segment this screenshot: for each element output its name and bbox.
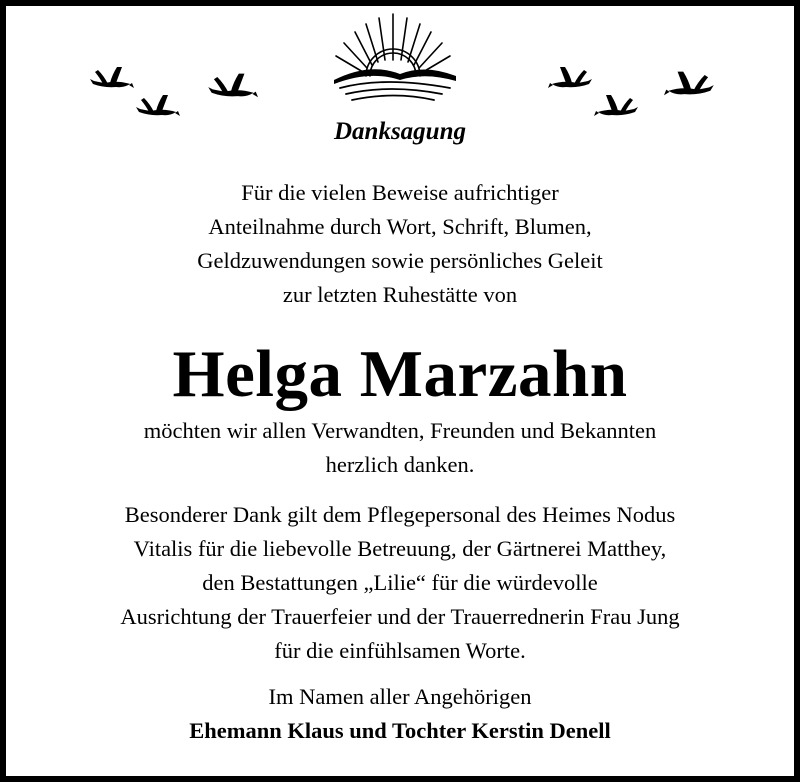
- special-thanks-line: Vitalis für die liebevolle Betreuung, der Gärtnerei Matthey,: [133, 536, 667, 561]
- sunset-icon: [330, 10, 460, 105]
- bird-icon: [548, 56, 594, 100]
- signature-names: Ehemann Klaus und Tochter Kerstin Denell: [189, 718, 611, 743]
- heading: Danksagung: [334, 118, 466, 145]
- intro-line: Für die vielen Beweise aufrichtiger: [241, 180, 559, 205]
- special-thanks-line: für die einfühlsamen Worte.: [274, 638, 526, 663]
- signature-intro: Im Namen aller Angehörigen: [268, 684, 532, 709]
- bird-icon: [206, 68, 258, 104]
- thanks-line: herzlich danken.: [325, 452, 475, 477]
- bird-icon: [664, 66, 716, 102]
- deceased-name: Helga Marzahn: [172, 337, 628, 411]
- special-thanks-line: Besonderer Dank gilt dem Pflegepersonal des Heimes Nodus: [124, 502, 676, 527]
- special-thanks-line: Ausrichtung der Trauerfeier und der Trauerrednerin Frau Jung: [120, 604, 680, 629]
- intro-line: Anteilnahme durch Wort, Schrift, Blumen,: [208, 214, 592, 239]
- special-thanks-line: den Bestattungen „Lilie“ für die würdevolle: [202, 570, 598, 595]
- intro-line: zur letzten Ruhestätte von: [282, 282, 518, 307]
- thanks-line: möchten wir allen Verwandten, Freunden und Bekannten: [143, 418, 657, 443]
- intro-line: Geldzuwendungen sowie persönliches Geleit: [197, 248, 603, 273]
- bird-icon: [88, 56, 134, 100]
